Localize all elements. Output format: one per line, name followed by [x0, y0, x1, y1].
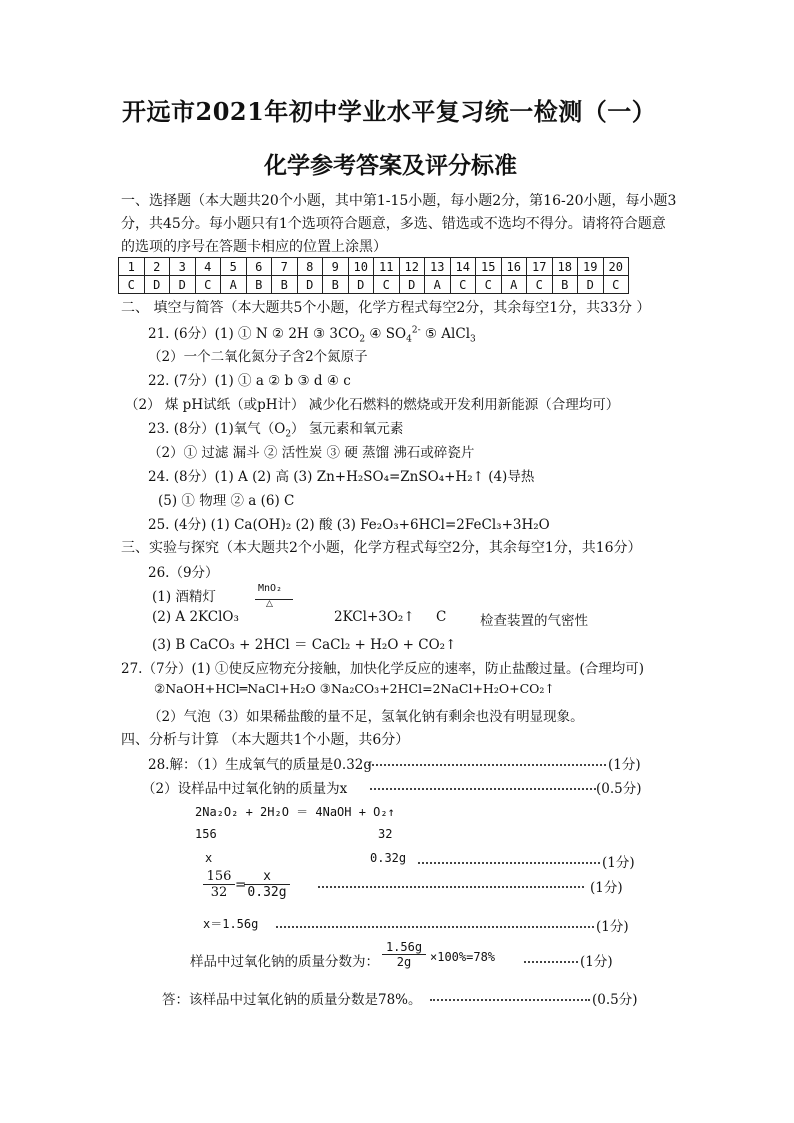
q26-title: 26.（9分）: [148, 565, 219, 581]
mass-fraction: [382, 940, 426, 969]
question-number-cell: 13: [425, 258, 451, 276]
q24-line1: 24. (8分）(1) A (2) 高 (3) Zn+H₂SO₄=ZnSO₄+H₂↑ (4)导热: [148, 469, 535, 485]
q26-part2d: 检查装置的气密性: [480, 613, 588, 629]
answer-cell: D: [399, 276, 425, 294]
fraction-numerator: x: [263, 869, 271, 884]
question-number-cell: 14: [450, 258, 476, 276]
fraction-numerator: 1.56g: [385, 940, 423, 954]
answer-cell: A: [501, 276, 527, 294]
q26-part2b: 2KCl+3O₂↑: [334, 609, 415, 625]
page-subtitle: 化学参考答案及评分标准: [264, 152, 517, 179]
answer-cell: A: [221, 276, 247, 294]
question-number-cell: 5: [221, 258, 247, 276]
heat-symbol: △: [266, 599, 273, 609]
score: (1分): [596, 919, 629, 935]
answer-cell: D: [348, 276, 374, 294]
score: (1分): [602, 855, 635, 871]
answer-cell: C: [476, 276, 502, 294]
section4-heading: 四、分析与计算 （本大题共1个小题，共6分）: [121, 732, 410, 748]
q28-part1: 28.解：（1）生成氧气的质量是0.32g: [148, 757, 373, 773]
q28-part2: （2）设样品中过氧化钠的质量为x: [142, 781, 348, 797]
molar-mass-2: 32: [378, 827, 393, 841]
molar-mass-1: 156: [195, 827, 217, 841]
question-number-cell: 7: [272, 258, 298, 276]
answer-cell: C: [195, 276, 221, 294]
q26-part3: (3) B CaCO₃ + 2HCl ＝ CaCl₂ + H₂O + CO₂↑: [152, 637, 457, 653]
section1-intro: 一、选择题（本大题共20个小题，其中第1-15小题，每小题2分，第16-20小题，每小题3分，共45分。每小题只有1个选项符合题意，多选、错选或不选均不得分。请将符合题意的选项的序号在答题卡相应的位置上涂黑）: [121, 193, 677, 255]
question-number-cell: 4: [195, 258, 221, 276]
q26-part1: (1) 酒精灯: [152, 589, 216, 605]
fraction-denominator: 2g: [382, 954, 426, 969]
answer-cell: C: [119, 276, 145, 294]
mass-fraction-label: 样品中过氧化钠的质量分数为：: [190, 954, 379, 970]
leader-dots: [524, 961, 578, 963]
q21-line1: 21. (6分）(1) ① N ② 2H ③ $3CO_2$ ④ $SO_4^{2-}$ ⑤ AlCl$_3$: [148, 325, 476, 345]
question-number-cell: 10: [348, 258, 374, 276]
page-title: 开远市2021年初中学业水平复习统一检测（一）: [122, 97, 657, 126]
x-value: x＝1.56g: [203, 917, 259, 931]
q22-line1: 22. (7分）(1) ① a ② b ③ d ④ c: [148, 373, 351, 389]
answer-cell: C: [450, 276, 476, 294]
answer-cell: B: [272, 276, 298, 294]
q27-line3: （2）气泡（3）如果稀盐酸的量不足，氢氧化钠有剩余也没有明显现象。: [148, 709, 584, 725]
leader-dots: [276, 926, 594, 928]
question-number-cell: 3: [170, 258, 196, 276]
q22-line2: （2） 煤 pH试纸（或pH计） 减少化石燃料的燃烧或开发利用新能源（合理均可）: [125, 397, 620, 413]
q23-line2: （2）① 过滤 漏斗 ② 活性炭 ③ 硬 蒸馏 沸石或碎瓷片: [148, 445, 475, 461]
fraction-denominator: 0.32g: [244, 884, 290, 900]
answer-cell: D: [297, 276, 323, 294]
question-number-cell: 2: [144, 258, 170, 276]
question-number-cell: 1: [119, 258, 145, 276]
question-number-cell: 6: [246, 258, 272, 276]
q26-part2c: C: [436, 609, 447, 625]
mass-fraction-result: ×100%=78%: [430, 950, 496, 964]
fraction-denominator: 32: [203, 884, 235, 900]
answer-cell: B: [246, 276, 272, 294]
answer-cell: C: [603, 276, 629, 294]
score: (0.5分): [592, 992, 638, 1008]
answer-cell: D: [144, 276, 170, 294]
question-number-cell: 16: [501, 258, 527, 276]
final-answer: 答：该样品中过氧化钠的质量分数是78%。: [162, 992, 422, 1008]
question-number-cell: 11: [374, 258, 400, 276]
answer-cell: A: [425, 276, 451, 294]
section2-heading: 二、 填空与简答（本大题共5个小题，化学方程式每空2分，其余每空1分，共33分 ）: [121, 300, 651, 316]
q24-line2: (5) ① 物理 ② a (6) C: [158, 493, 295, 509]
answer-table-answer-row: [119, 276, 629, 294]
leader-dots: [430, 999, 590, 1001]
question-number-cell: 12: [399, 258, 425, 276]
q25-line: 25. (4分) (1) Ca(OH)₂ (2) 酸 (3) Fe₂O₃+6HCl=2FeCl₃+3H₂O: [148, 517, 550, 533]
answer-cell: B: [323, 276, 349, 294]
reaction-arrow-line: [255, 599, 293, 600]
fraction-numerator: 156: [206, 869, 232, 884]
answer-cell: D: [170, 276, 196, 294]
leader-dots: [318, 886, 584, 888]
question-number-cell: 18: [552, 258, 578, 276]
score: (1分): [580, 954, 613, 970]
q27-line2: ②NaOH+HCl═NaCl+H₂O ③Na₂CO₃+2HCl=2NaCl+H₂O+CO₂↑: [154, 681, 555, 696]
section3-heading: 三、实验与探究（本大题共2个小题，化学方程式每空2分，其余每空1分，共16分）: [121, 540, 642, 556]
catalyst-label: MnO₂: [258, 583, 283, 594]
answer-table-number-row: [119, 258, 629, 276]
question-number-cell: 19: [578, 258, 604, 276]
score: (1分): [590, 880, 623, 896]
answer-cell: C: [374, 276, 400, 294]
q27-line1: 27.（7分）(1) ①使反应物充分接触，加快化学反应的速率，防止盐酸过量。(合理均可): [121, 661, 645, 677]
score: (0.5分): [596, 781, 642, 797]
answer-cell: B: [552, 276, 578, 294]
q26-part2a: (2) A 2KClO₃: [152, 609, 239, 625]
leader-dots: [418, 862, 600, 864]
answer-cell: D: [578, 276, 604, 294]
proportion-fraction-left: [203, 869, 235, 900]
leader-dots: [370, 788, 596, 790]
q21-line2: （2）一个二氧化氮分子含2个氮原子: [148, 349, 368, 365]
answer-table: [118, 257, 629, 294]
question-number-cell: 17: [527, 258, 553, 276]
score: (1分): [608, 757, 641, 773]
q23-line1: 23. (8分）(1)氧气$(O_2)$ 氢元素和氧元素: [148, 421, 404, 440]
answer-cell: C: [527, 276, 553, 294]
proportion-fraction-right: [244, 869, 290, 900]
question-number-cell: 20: [603, 258, 629, 276]
reaction-equation: 2Na₂O₂ + 2H₂O ＝ 4NaOH + O₂↑: [195, 805, 395, 819]
question-number-cell: 9: [323, 258, 349, 276]
question-number-cell: 8: [297, 258, 323, 276]
leader-dots: [368, 764, 606, 766]
question-number-cell: 15: [476, 258, 502, 276]
unknown-x: x: [205, 851, 213, 865]
oxygen-mass: 0.32g: [370, 851, 407, 865]
equals-sign: =: [235, 877, 247, 893]
